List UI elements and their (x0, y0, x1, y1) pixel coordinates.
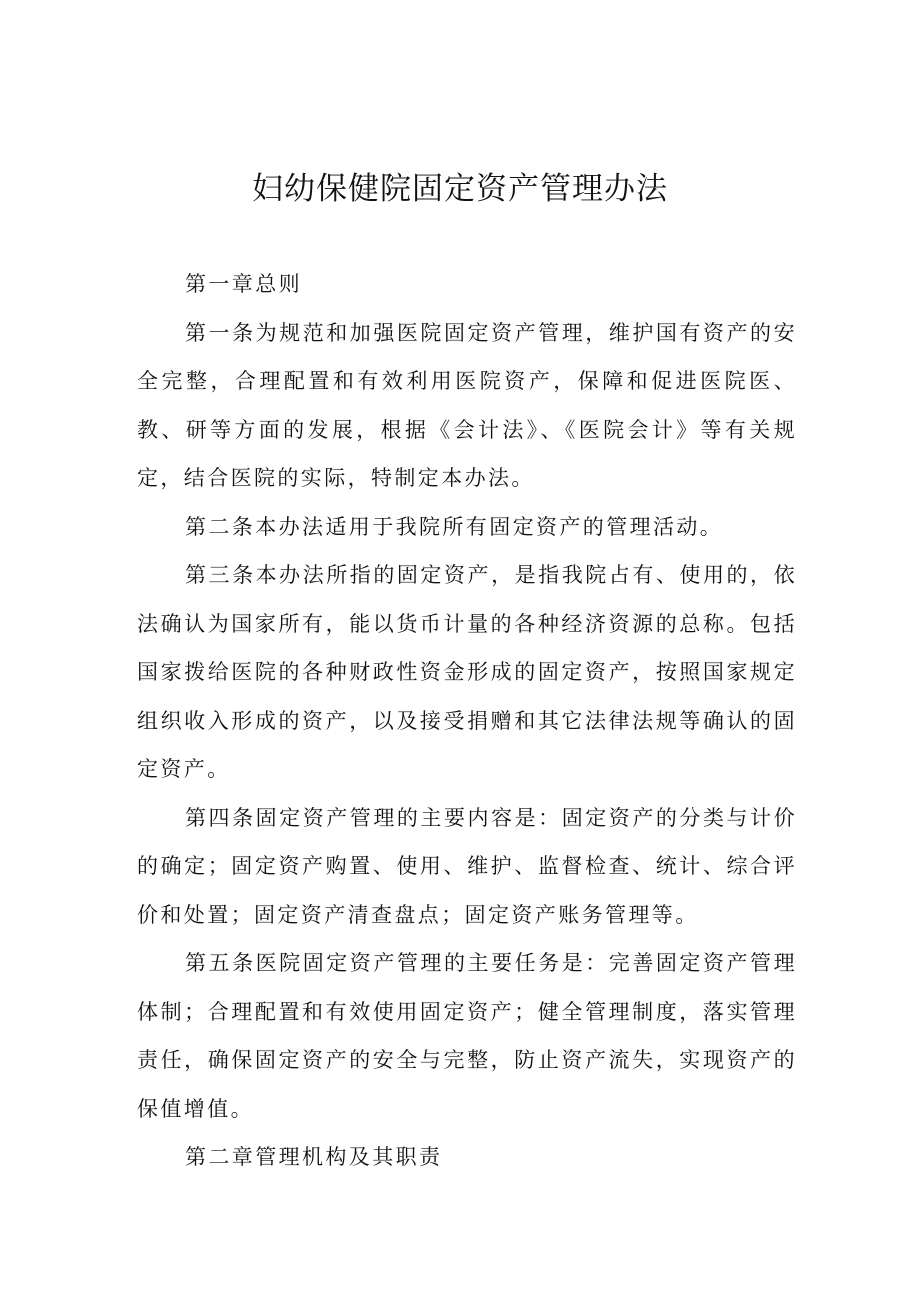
article-1: 第一条为规范和加强医院固定资产管理，维护国有资产的安全完整，合理配置和有效利用医院资产，保障和促进医院医、教、研等方面的发展，根据《会计法》、《医院会计》等有关规定，结合医院的实际，特制定本办法。 (137, 320, 797, 490)
document-body (137, 260, 797, 1182)
article-2: 第二条本办法适用于我院所有固定资产的管理活动。 (185, 514, 724, 539)
article-4: 第四条固定资产管理的主要内容是：固定资产的分类与计价的确定；固定资产购置、使用、维护、监督检查、统计、综合评价和处置；固定资产清查盘点；固定资产账务管理等。 (137, 805, 797, 927)
chapter-heading-1: 第一章总则 (185, 272, 302, 296)
document-title: 妇幼保健院固定资产管理办法 (252, 171, 668, 207)
chapter-heading-2: 第二章管理机构及其职责 (185, 1145, 443, 1169)
article-5: 第五条医院固定资产管理的主要任务是：完善固定资产管理体制；合理配置和有效使用固定资产；健全管理制度，落实管理责任，确保固定资产的安全与完整，防止资产流失，实现资产的保值增值。 (137, 951, 797, 1121)
article-3: 第三条本办法所指的固定资产，是指我院占有、使用的，依法确认为国家所有，能以货币计量的各种经济资源的总称。包括国家拨给医院的各种财政性资金形成的固定资产，按照国家规定组织收入形成的资产，以及接受捐赠和其它法律法规等确认的固定资产。 (137, 563, 797, 781)
